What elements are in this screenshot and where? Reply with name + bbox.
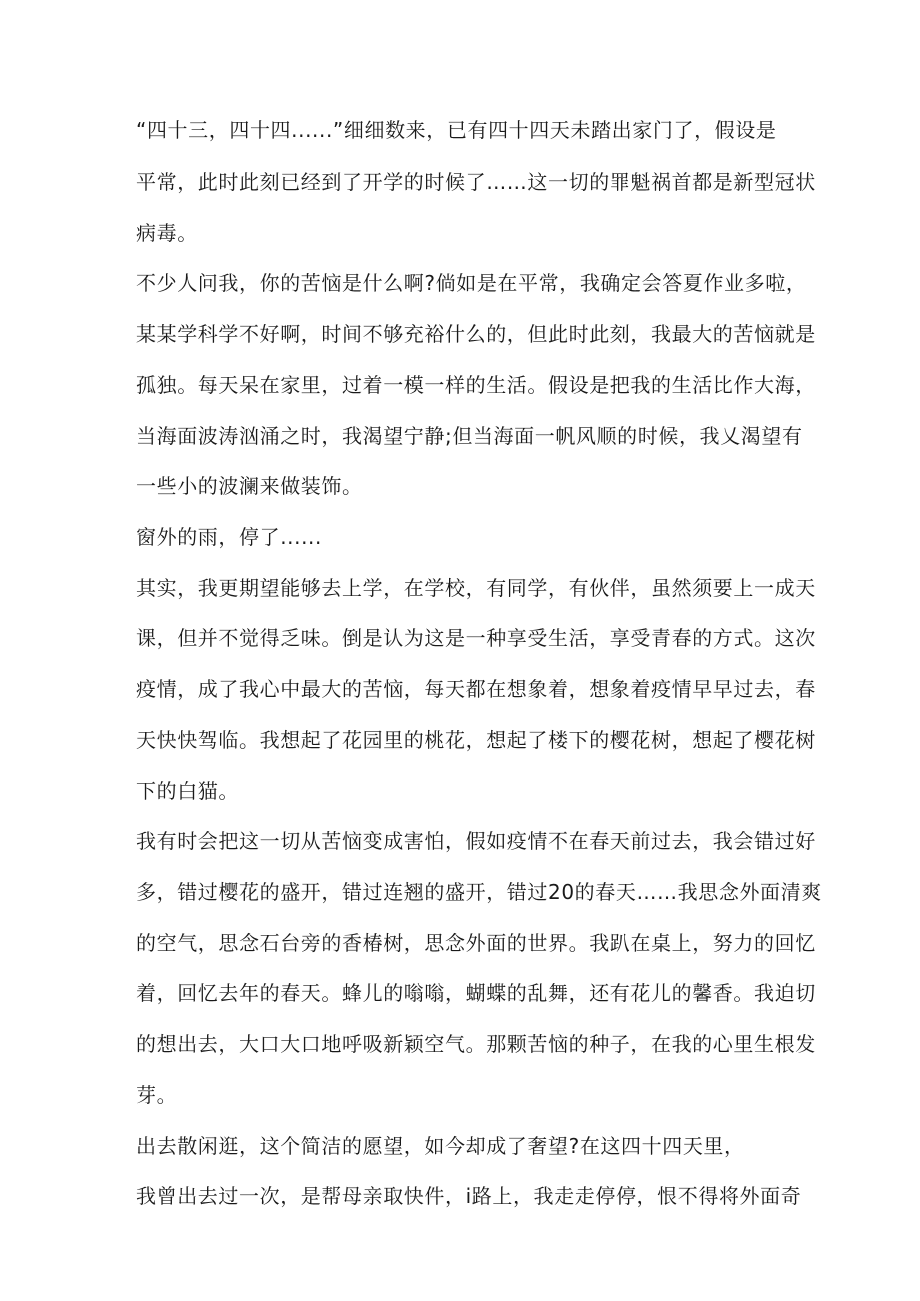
text-line: 的空气，思念石台旁的香椿树，思念外面的世界。我趴在桌上，努力的回忆: [136, 931, 816, 955]
text-line: 芽。: [136, 1083, 178, 1107]
text-line: 一些小的波澜来做装饰。: [136, 474, 363, 498]
text-line: 着，回忆去年的春天。蜂儿的嗡嗡，蝴蝶的乱舞，还有花儿的馨香。我迫切: [136, 981, 816, 1005]
text-line: 我曾出去过一次，是帮母亲取快件，i路上，我走走停停，恨不得将外面奇: [136, 1184, 802, 1208]
text-line: 我有时会把这一切从苦恼变成害怕，假如疫情不在春天前过去，我会错过好: [136, 829, 816, 853]
text-line: 疫情，成了我心中最大的苦恼，每天都在想象着，想象着疫情早早过去，春: [136, 677, 816, 701]
text-line: 某某学科学不好啊，时间不够充裕什么的，但此时此刻，我最大的苦恼就是: [136, 322, 816, 346]
text-line: 窗外的雨，停了......: [136, 525, 322, 549]
text-line: 多，错过樱花的盛开，错过连翘的盛开，错过20的春天……我思念外面清爽: [136, 880, 822, 904]
text-line: 不少人问我，你的苦恼是什么啊?倘如是在平常，我确定会答夏作业多啦，: [136, 271, 807, 295]
text-line: 天快快驾临。我想起了花园里的桃花，想起了楼下的樱花树，想起了樱花树: [136, 728, 816, 752]
text-line: 的想出去，大口大口地呼吸新颖空气。那颗苦恼的种子，在我的心里生根发: [136, 1032, 816, 1056]
text-line: “四十三，四十四......”细细数来，已有四十四天未踏出家门了，假设是: [136, 118, 777, 142]
text-line: 病毒。: [136, 221, 198, 245]
text-line: 孤独。每天呆在家里，过着一模一样的生活。假设是把我的生活比作大海，: [136, 373, 816, 397]
text-line: 当海面波涛汹涌之时，我渴望宁静;但当海面一帆风顺的时候，我乂渴望有: [136, 424, 803, 448]
text-line: 下的白猫。: [136, 779, 239, 803]
text-line: 其实，我更期望能够去上学，在学校，有同学，有伙伴，虽然须要上一成天: [136, 576, 816, 600]
text-line: 出去散闲逛，这个简洁的愿望，如今却成了奢望?在这四十四天里，: [136, 1134, 745, 1158]
text-line: 平常，此时此刻已经到了开学的时候了……这一切的罪魁祸首都是新型冠状: [136, 170, 816, 194]
text-line: 课，但并不觉得乏味。倒是认为这是一种享受生活，享受青春的方式。这次: [136, 626, 816, 650]
